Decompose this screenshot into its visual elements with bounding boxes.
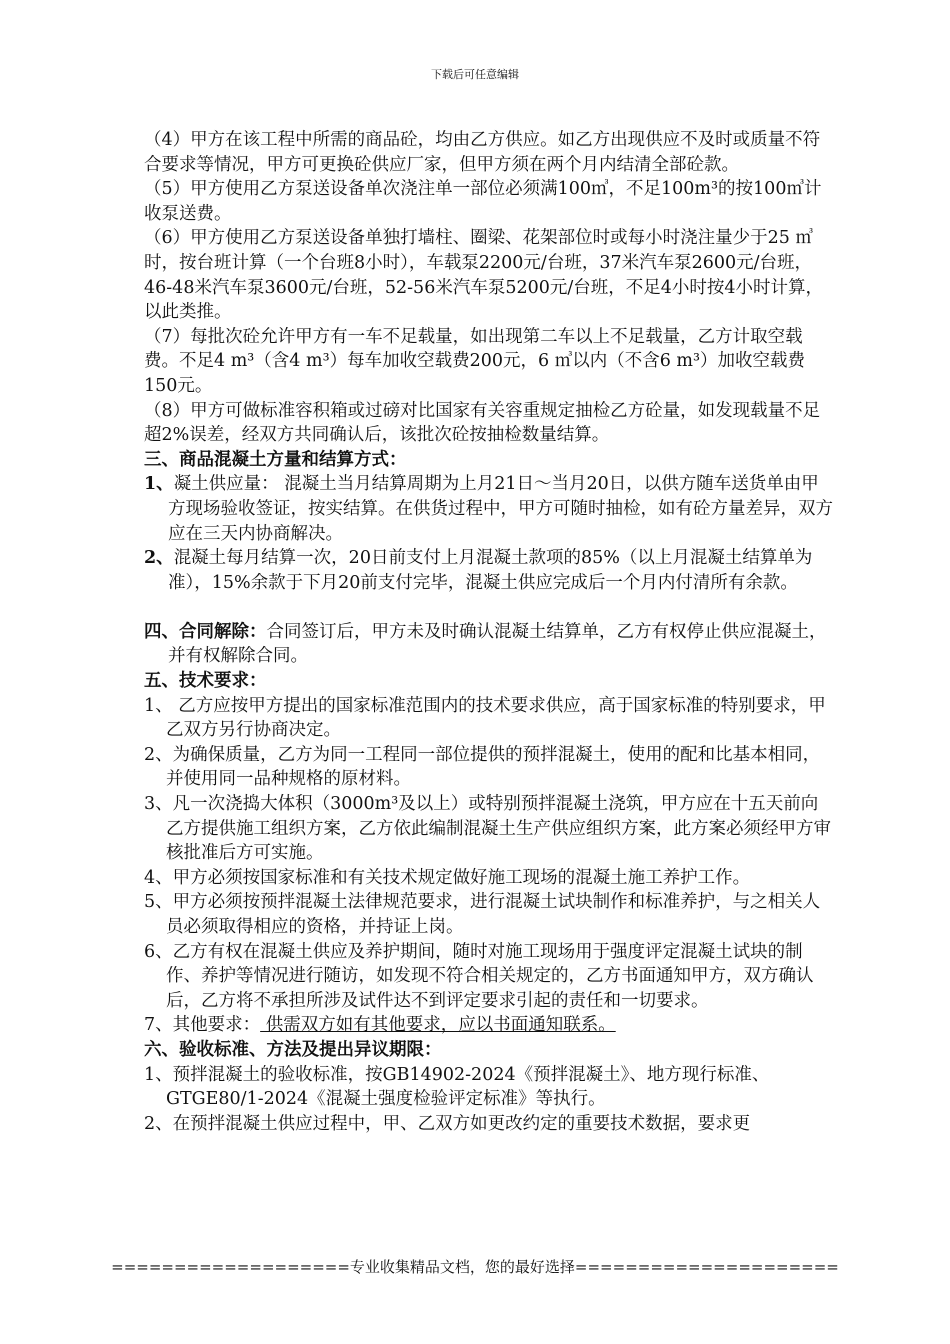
document-body [144,128,834,1136]
other-requirements-label: 7、其他要求： [144,1015,261,1036]
item-text: 混凝土每月结算一次，20日前支付上月混凝土款项的85%（以上月混凝土结算单为准），15%余款于下月20前支付完毕，混凝土供应完成后一个月内付清所有余款。 [168,548,813,593]
other-requirements-value: 供需双方如有其他要求，应以书面通知联系。 [260,1015,616,1036]
section-5-item-5: 5、甲方必须按预拌混凝土法律规范要求，进行混凝土试块制作和标准养护，与之相关人员必须取得相应的资格，并持证上岗。 [144,892,821,937]
section-5-item-1: 1、 乙方应按甲方提出的国家标准范围内的技术要求供应，高于国家标准的特别要求，甲乙双方另行协商决定。 [144,695,826,741]
item-number: 1、 [144,474,174,495]
section-6-heading: 六、验收标准、方法及提出异议期限： [144,1039,442,1060]
section-3-heading: 三、商品混凝土方量和结算方式： [144,449,407,470]
item-number: 2、 [144,548,174,569]
clause-4: （4）甲方在该工程中所需的商品砼，均由乙方供应。如乙方出现供应不及时或质量不符合要求等情况，甲方可更换砼供应厂家，但甲方须在两个月内结清全部砼款。 [144,130,821,175]
section-5-item-3: 3、凡一次浇捣大体积（3000m³及以上）或特别预拌混凝土浇筑，甲方应在十五天前向乙方提供施工组织方案，乙方依此编制混凝土生产供应组织方案，此方案必须经甲方审核批准后方可实施。 [144,794,831,864]
section-5-item-7 [144,1013,834,1038]
page-footer: ===================专业收集精品文档，您的最好选择===================== [111,1258,839,1276]
clause-7: （7）每批次砼允许甲方有一车不足载量，如出现第二车以上不足载量，乙方计取空载费。不足4 m³（含4 m³）每车加收空载费200元，6 ㎥以内（不含6 m³）加收空载费150元。 [144,326,806,396]
clause-6: （6）甲方使用乙方泵送设备单独打墙柱、圈梁、花架部位时或每小时浇注量少于25 ㎥时，按台班计算（一个台班8小时），车载泵2200元/台班，37米汽车泵2600元/台班，46-48米汽车泵3600元/台班，52-56米汽车泵5200元/台班，不足4小时按4小时计算，以此类推。 [144,228,824,323]
section-5-heading: 五、技术要求： [144,671,267,692]
page-header: 下载后可任意编辑 [431,68,519,81]
clause-5: （5）甲方使用乙方泵送设备单次浇注单一部位必须满100㎥，不足100m³的按100㎥计收泵送费。 [144,179,822,224]
item-text: 凝土供应量： 混凝土当月结算周期为上月21日～当月20日，以供方随车送货单由甲方现场验收签证，按实结算。在供货过程中，甲方可随时抽检，如有砼方量差异，双方应在三天内协商解决。 [168,474,833,544]
clause-8: （8）甲方可做标准容积箱或过磅对比国家有关容重规定抽检乙方砼量，如发现载量不足超2%误差，经双方共同确认后，该批次砼按抽检数量结算。 [144,400,821,446]
section-4 [144,620,834,669]
section-6-item-1: 1、预拌混凝土的验收标准，按GB14902-2024《预拌混凝土》、地方现行标准、GTGE80/1-2024《混凝土强度检验评定标准》等执行。 [144,1064,770,1110]
section-3-item-2 [144,546,834,595]
section-6-item-2: 2、在预拌混凝土供应过程中，甲、乙双方如更改约定的重要技术数据，要求更 [144,1113,751,1134]
section-5-item-6: 6、乙方有权在混凝土供应及养护期间，随时对施工现场用于强度评定混凝土试块的制作、养护等情况进行随访，如发现不符合相关规定的，乙方书面通知甲方，双方确认后，乙方将不承担所涉及试件达不到评定要求引起的责任和一切要求。 [144,941,814,1011]
spacer [144,595,834,620]
section-4-text: 合同签订后，甲方未及时确认混凝土结算单，乙方有权停止供应混凝土，并有权解除合同。 [168,621,827,667]
section-5-item-4: 4、甲方必须按国家标准和有关技术规定做好施工现场的混凝土施工养护工作。 [144,867,751,888]
section-4-heading: 四、合同解除： [144,621,267,642]
section-5-item-2: 2、为确保质量，乙方为同一工程同一部位提供的预拌混凝土，使用的配和比基本相同，并使用同一品种规格的原材料。 [144,744,821,790]
section-3-item-1 [144,472,834,546]
